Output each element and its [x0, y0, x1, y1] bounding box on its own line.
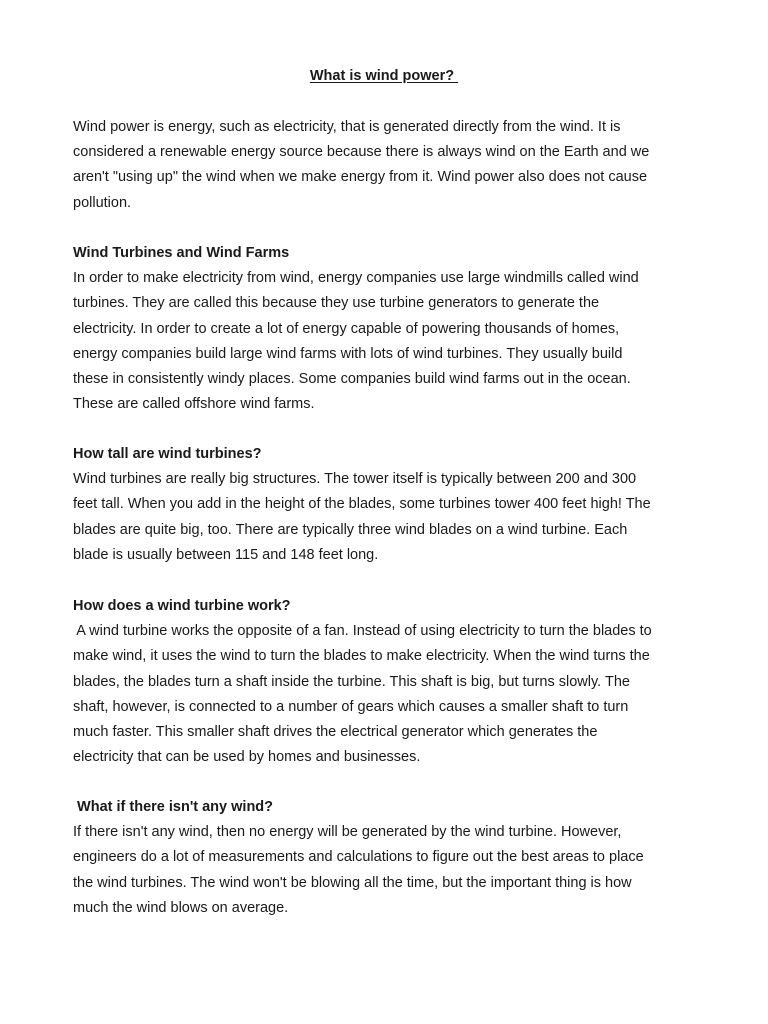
paragraph-line: aren't "using up" the wind when we make energy from it. Wind power also does not cause: [73, 169, 648, 186]
paragraph-line: energy companies build large wind farms with lots of wind turbines. They usually build: [73, 345, 623, 362]
paragraph-line: much the wind blows on average.: [73, 899, 289, 916]
paragraph-line: A wind turbine works the opposite of a fan. Instead of using electricity to turn the blades to: [73, 623, 652, 640]
paragraph-line: Wind turbines are really big structures. The tower itself is typically between 200 and 300: [73, 471, 637, 488]
paragraph-line: much faster. This smaller shaft drives the electrical generator which generates the: [73, 724, 598, 741]
document-title: [0, 66, 768, 86]
section-heading: How does a wind turbine work?: [73, 598, 291, 614]
paragraph-line: blades, the blades turn a shaft inside the turbine. This shaft is big, but turns slowly. The: [73, 673, 630, 690]
paragraph-line: blade is usually between 115 and 148 feet long.: [73, 546, 379, 563]
paragraph-line: feet tall. When you add in the height of the blades, some turbines tower 400 feet high! The: [73, 496, 651, 513]
paragraph-line: pollution.: [73, 194, 132, 211]
section-heading: What if there isn't any wind?: [73, 799, 274, 815]
paragraph-line: In order to make electricity from wind, energy companies use large windmills called wind: [73, 270, 639, 287]
paragraph-line: shaft, however, is connected to a number of gears which causes a smaller shaft to turn: [73, 698, 629, 715]
section-no-wind: [73, 795, 723, 921]
section-how-it-works: [73, 594, 723, 770]
paragraph-line: electricity that can be used by homes and businesses.: [73, 749, 421, 766]
paragraph-line: make wind, it uses the wind to turn the blades to make electricity. When the wind turns the: [73, 648, 650, 665]
paragraph-line: the wind turbines. The wind won't be blowing all the time, but the important thing is how: [73, 874, 632, 891]
paragraph-line: blades are quite big, too. There are typically three wind blades on a wind turbine. Each: [73, 521, 628, 538]
paragraph-line: These are called offshore wind farms.: [73, 396, 315, 413]
section-how-tall: [73, 442, 723, 568]
paragraph-line: these in consistently windy places. Some companies build wind farms out in the ocean.: [73, 371, 631, 388]
section-heading: How tall are wind turbines?: [73, 446, 262, 462]
section-heading: Wind Turbines and Wind Farms: [73, 245, 290, 261]
paragraph-line: If there isn't any wind, then no energy will be generated by the wind turbine. However,: [73, 824, 622, 841]
document-title-text: What is wind power?: [309, 68, 459, 84]
paragraph-line: Wind power is energy, such as electricity, that is generated directly from the wind. It is: [73, 119, 621, 135]
paragraph-line: electricity. In order to create a lot of energy capable of powering thousands of homes,: [73, 320, 620, 337]
intro-paragraph: [73, 115, 723, 216]
paragraph-line: turbines. They are called this because they use turbine generators to generate the: [73, 295, 600, 312]
paragraph-line: engineers do a lot of measurements and calculations to figure out the best areas to place: [73, 849, 644, 866]
paragraph-line: considered a renewable energy source because there is always wind on the Earth and we: [73, 144, 650, 161]
section-wind-turbines-and-farms: [73, 241, 723, 417]
